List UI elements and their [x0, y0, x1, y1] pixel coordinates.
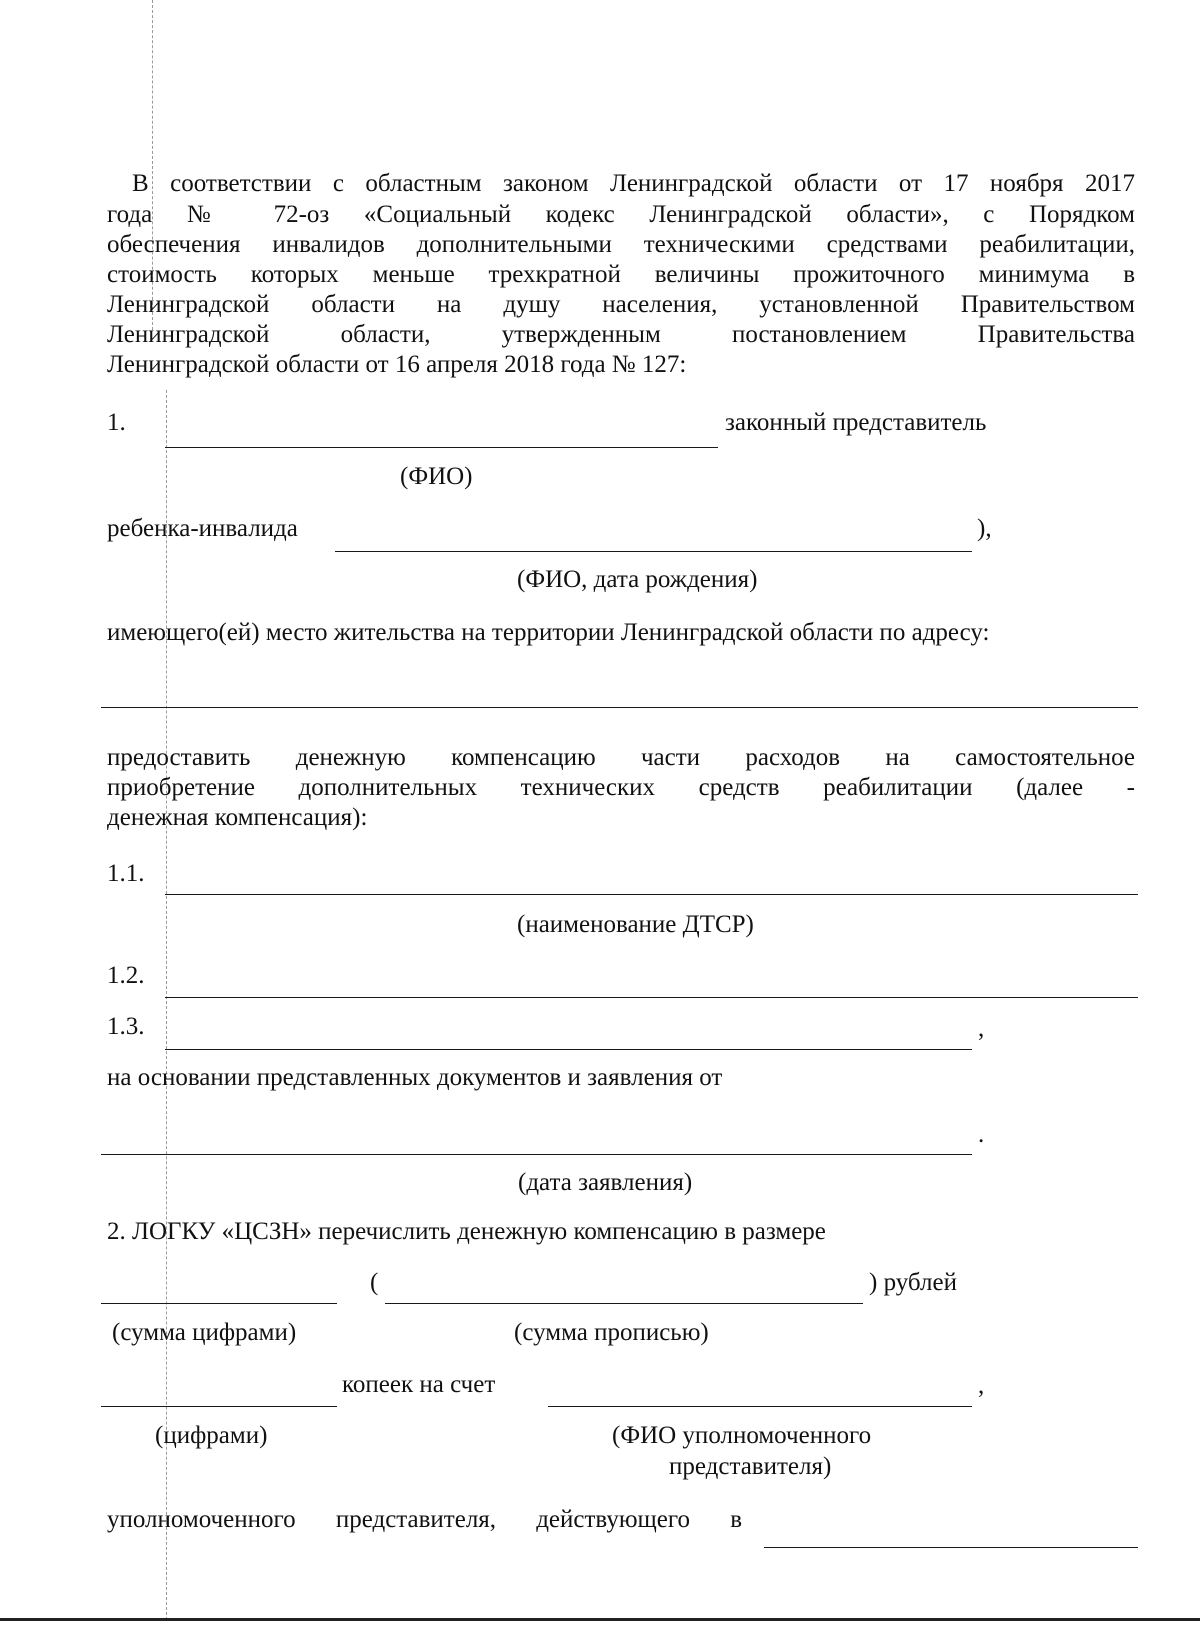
amount-open-paren: (	[370, 1269, 379, 1296]
rep-word-2: представителя,	[335, 1506, 497, 1533]
intro-line-7: Ленинградской области от 16 апреля 2018 года № 127:	[107, 351, 687, 378]
kopecks-account-label: копеек на счет	[342, 1371, 496, 1398]
intro-line-6: Ленинградской области, утвержденным постановлением Правительства	[107, 321, 1135, 348]
child-label: ребенка-инвалида	[107, 515, 298, 542]
dtsr-name-caption: (наименование ДТСР)	[517, 911, 754, 938]
intro-line-2: года № 72-оз «Социальный кодекс Ленинградской области», с Порядком	[107, 201, 1135, 228]
rep-word-1: уполномоченного	[107, 1506, 296, 1533]
child-fio-field[interactable]	[335, 551, 972, 552]
kopecks-caption: (цифрами)	[155, 1422, 268, 1449]
provide-line-2: приобретение дополнительных технических средств реабилитации (далее -	[107, 774, 1135, 801]
rep-acting-line	[107, 1505, 742, 1535]
address-label: имеющего(ей) место жительства на территории Ленинградской области по адресу:	[107, 619, 990, 646]
rep-fio-field[interactable]	[548, 1406, 972, 1407]
intro-line-3: обеспечения инвалидов дополнительными техническими средствами реабилитации,	[107, 231, 1135, 258]
intro-line-1: В соответствии с областным законом Ленинградской области от 17 ноября 2017	[132, 170, 1135, 197]
subitem-1-1-number: 1.1.	[107, 860, 145, 887]
subitem-1-3-field[interactable]	[165, 1049, 972, 1050]
rep-word-4: в	[730, 1506, 742, 1533]
intro-line-4: стоимость которых меньше трехкратной величины прожиточного минимума в	[107, 261, 1135, 288]
rep-caption-line-1: (ФИО уполномоченного	[612, 1422, 872, 1449]
kopecks-field[interactable]	[101, 1406, 337, 1407]
amount-digits-field[interactable]	[101, 1303, 337, 1304]
subitem-1-2-field[interactable]	[165, 997, 1138, 998]
application-date-caption: (дата заявления)	[518, 1169, 693, 1196]
item2-text: 2. ЛОГКУ «ЦСЗН» перечислить денежную компенсацию в размере	[107, 1218, 826, 1245]
subitem-1-2-number: 1.2.	[107, 962, 145, 989]
intro-line-5: Ленинградской области на душу населения, установленной Правительством	[107, 291, 1135, 318]
rep-comma: ,	[978, 1372, 985, 1399]
fio-caption: (ФИО)	[400, 463, 473, 490]
child-caption: (ФИО, дата рождения)	[517, 566, 758, 593]
basis-text: на основании представленных документов и заявления от	[107, 1064, 723, 1091]
provide-line-1: предоставить денежную компенсацию части расходов на самостоятельное	[107, 744, 1135, 771]
legal-rep-label: законный представитель	[725, 409, 987, 436]
amount-words-field[interactable]	[385, 1303, 863, 1304]
subitem-1-1-field[interactable]	[165, 894, 1138, 895]
rubles-label: ) рублей	[869, 1269, 957, 1296]
child-close-paren: ),	[977, 515, 992, 542]
rep-word-3: действующего	[536, 1506, 691, 1533]
address-field[interactable]	[101, 707, 1138, 708]
provide-line-3: денежная компенсация):	[107, 804, 368, 831]
rep-caption-line-2: представителя)	[669, 1453, 832, 1480]
basis-dot: .	[978, 1121, 985, 1148]
amount-words-caption: (сумма прописью)	[514, 1319, 709, 1346]
subitem-1-3-comma: ,	[978, 1015, 985, 1042]
acting-basis-field[interactable]	[764, 1547, 1138, 1548]
subitem-1-3-number: 1.3.	[107, 1013, 145, 1040]
legal-rep-fio-field[interactable]	[165, 447, 718, 448]
amount-digits-caption: (сумма цифрами)	[112, 1319, 297, 1346]
page-bottom-edge	[0, 1618, 1200, 1621]
application-date-field[interactable]	[101, 1154, 972, 1155]
item1-number: 1.	[107, 409, 126, 436]
